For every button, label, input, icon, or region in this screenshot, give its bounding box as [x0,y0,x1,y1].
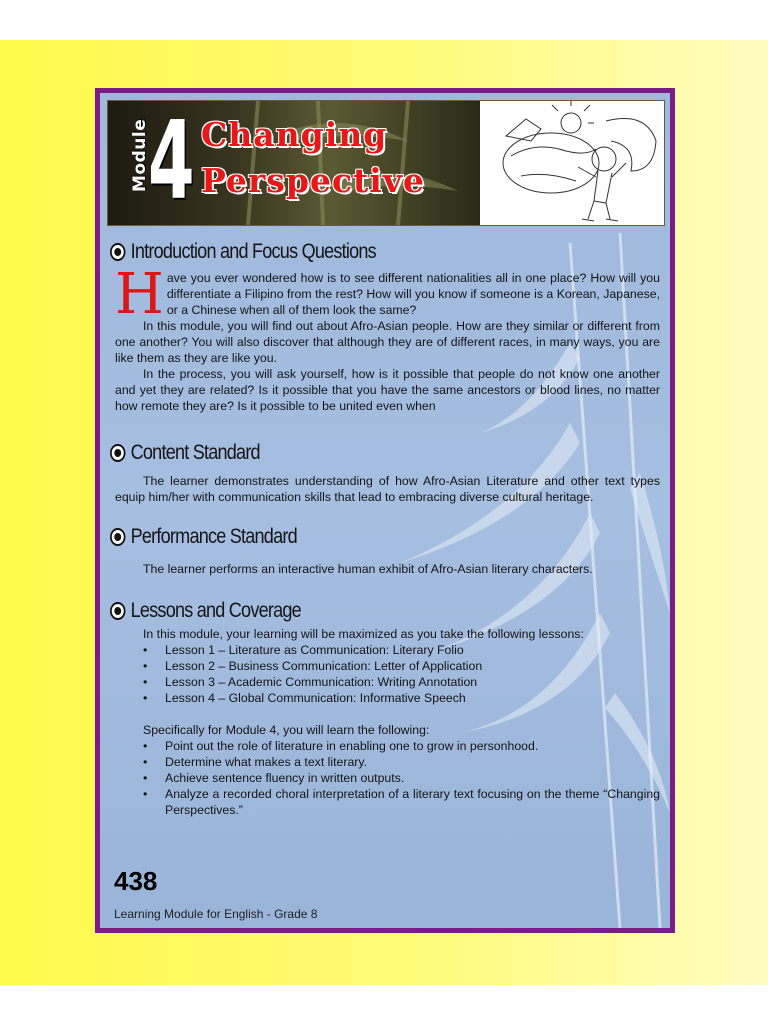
objectives-intro: Specifically for Module 4, you will learn the following: [143,723,430,737]
list-item: • Lesson 2 – Business Communication: Letter of Application [115,658,660,674]
top-margin [0,0,768,40]
section-heading-text: Content Standard [130,441,260,464]
module-page [100,93,670,928]
section-heading-introduction [110,240,376,264]
banner-dark-panel [108,101,480,225]
objectives-list [115,738,660,818]
section-heading-performance-standard [110,525,297,549]
page-number: 438 [114,866,158,896]
lessons-text [115,626,660,818]
paragraph-1-text: ave you ever wondered how is to see different nationalities all in one place? How will you differentiate a Filipino from the rest? How will you know if someone is a Korean, Japanese, or a Chinese when all of them look the same? [166,271,660,317]
module-title-line-1: Changing [201,115,388,154]
radio-bullet-icon [110,528,125,546]
drop-cap: H [115,262,164,327]
radio-bullet-icon [110,243,125,261]
list-item: • Lesson 1 – Literature as Communication: Literary Folio [115,642,660,658]
list-item: • Point out the role of literature in enabling one to grow in personhood. [115,738,660,754]
bottom-margin [0,985,768,1024]
list-item: • Determine what makes a text literary. [115,754,660,770]
section-heading-lessons [110,599,301,623]
performance-standard-paragraph: The learner performs an interactive human exhibit of Afro-Asian literary characters. [143,562,593,576]
performance-standard-text [115,561,660,577]
module-banner [107,100,665,226]
list-item: • Analyze a recorded choral interpretation of a literary text focusing on the theme “Changing Perspectives.” [115,786,660,818]
module-number: 4 [148,101,195,224]
lessons-list [115,642,660,706]
section-heading-text: Introduction and Focus Questions [130,240,376,263]
content-standard-text [115,473,660,505]
boy-holding-globe-illustration [486,101,662,225]
section-heading-text: Lessons and Coverage [130,599,301,622]
introduction-paragraph-3: In the process, you will ask yourself, how is it possible that people do not know one another and yet they are related? Is it possible that you have the same ancestors or blood lines, no matter how remote they are? Is it possible to be united even when [115,367,660,413]
content-standard-paragraph: The learner demonstrates understanding of how Afro-Asian Literature and other text types equip him/her with communication skills that lead to embracing diverse cultural heritage. [115,474,660,504]
module-label: Module [130,118,150,192]
module-title-line-2: Perspective [201,161,426,200]
radio-bullet-icon [110,444,125,462]
introduction-paragraph-1 [115,262,660,327]
introduction-paragraph-2: In this module, you will find out about Afro-Asian people. How are they similar or different from one another? You will also discover that although they are of different races, in many ways, you are like them as they are like you. [115,319,660,365]
list-item: • Lesson 4 – Global Communication: Informative Speech [115,690,660,706]
section-heading-text: Performance Standard [130,525,297,548]
footer-module-label: Learning Module for English - Grade 8 [114,907,318,921]
page-frame [95,88,675,933]
radio-bullet-icon [110,602,125,620]
section-heading-content-standard [110,441,260,465]
list-item: • Lesson 3 – Academic Communication: Writing Annotation [115,674,660,690]
lessons-intro: In this module, your learning will be maximized as you take the following lessons: [143,627,584,641]
introduction-text [115,262,660,414]
list-item: • Achieve sentence fluency in written outputs. [115,770,660,786]
